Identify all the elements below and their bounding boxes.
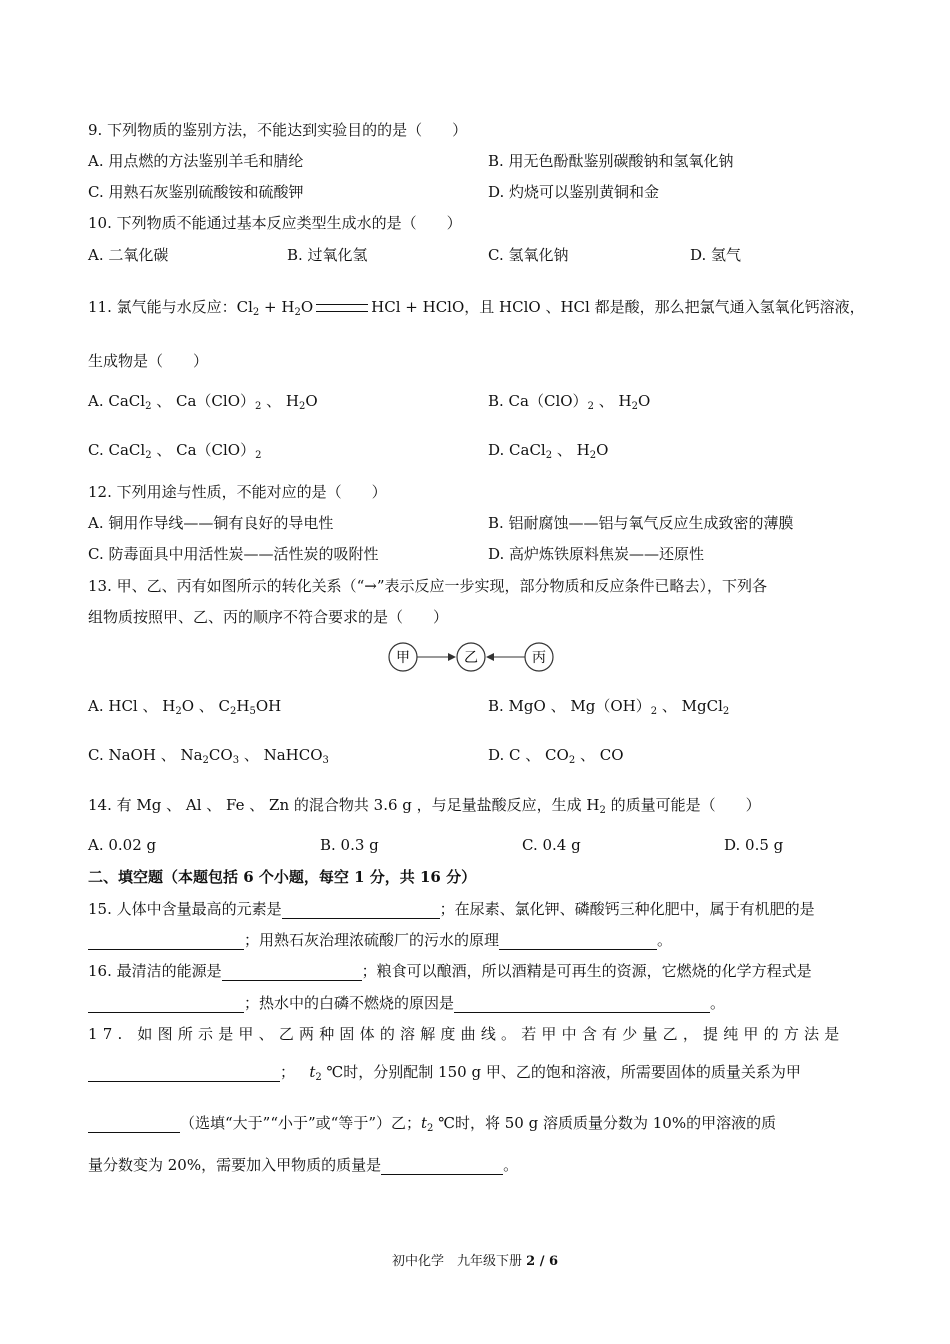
blank[interactable] (88, 1065, 280, 1082)
q14-stem: 14. 有 Mg 、 Al 、 Fe 、 Zn 的混合物共 3.6 g ，与足量盐酸反应，生成 $H_2$ 的质量可能是（ ） (88, 796, 761, 816)
q12-stem: 12. 下列用途与性质，不能对应的是（ ） (88, 483, 387, 501)
blank[interactable] (499, 933, 657, 950)
q13-option-b: B. MgO 、 $Mg(OH)_2$ 、 MgCl$_2$ (488, 697, 730, 717)
q13-stem-line2: 组物质按照甲、乙、丙的顺序不符合要求的是（ ） (88, 608, 449, 626)
q11-stem-line2: 生成物是（ ） (88, 352, 209, 370)
q11-option-b: B. $Ca(ClO)_2$ 、 $H_2O$ (488, 392, 651, 412)
blank[interactable] (88, 1116, 180, 1133)
q14-option-d: D. 0.5 g (724, 836, 784, 854)
q13-option-a: A. HCl 、 $H_2O$ 、 $C_2H_5OH$ (88, 697, 282, 717)
q10-option-c: C. 氢氧化钠 (488, 246, 569, 264)
q12-option-d: D. 高炉炼铁原料焦炭——还原性 (488, 545, 705, 563)
q15-line2: ；用熟石灰治理浓硫酸厂的污水的原理 。 (88, 930, 672, 950)
page-number: 2 / 6 (526, 1254, 559, 1269)
q12-option-c: C. 防毒面具中用活性炭——活性炭的吸附性 (88, 545, 379, 563)
q13-option-c: C. NaOH 、 $Na_2CO_3$ 、 NaHCO$_3$ (88, 746, 329, 766)
q12-option-b: B. 铝耐腐蚀——铝与氧气反应生成致密的薄膜 (488, 514, 794, 532)
q9-option-b: B. 用无色酚酞鉴别碳酸钠和氢氧化钠 (488, 152, 734, 170)
q9-option-a: A. 用点燃的方法鉴别羊毛和腈纶 (88, 152, 304, 170)
q16-line2: ；热水中的白磷不燃烧的原因是 。 (88, 993, 725, 1013)
blank[interactable] (88, 933, 244, 950)
q17-line3: （选填“大于”“小于”或“等于”）乙；$t_2$ ℃时，将 50 g 溶质质量分数为 10%的甲溶液的质 (88, 1113, 776, 1133)
q17-line2: ； $t_2$ ℃时，分别配制 150 g 甲、乙的饱和溶液，所需要固体的质量关系为甲 (88, 1062, 801, 1082)
page-footer: 初中化学 九年级下册 2 / 6 (391, 1254, 559, 1269)
q11-option-d: D. CaCl$_2$ 、 $H_2O$ (488, 441, 609, 461)
q9-option-d: D. 灼烧可以鉴别黄铜和金 (488, 183, 660, 201)
q12-option-a: A. 铜用作导线——铜有良好的导电性 (88, 514, 334, 532)
q9-option-c: C. 用熟石灰鉴别硫酸铵和硫酸钾 (88, 183, 304, 201)
equals-sign (316, 304, 368, 312)
q13-stem: 13. 甲、乙、丙有如图所示的转化关系（“→”表示反应一步实现，部分物质和反应条件已略去），下列各 (88, 577, 768, 595)
conversion-diagram (386, 640, 556, 674)
q14-option-b: B. 0.3 g (320, 836, 379, 854)
q10-stem: 10. 下列物质不能通过基本反应类型生成水的是（ ） (88, 214, 462, 232)
blank[interactable] (454, 996, 710, 1013)
blank[interactable] (222, 964, 362, 981)
q15-line1: 15. 人体中含量最高的元素是 ；在尿素、氯化钾、磷酸钙三种化肥中，属于有机肥的是 (88, 900, 815, 918)
blank[interactable] (381, 1158, 503, 1175)
q17-line4: 量分数变为 20%，需要加入甲物质的质量是 。 (88, 1156, 519, 1174)
q14-option-a: A. 0.02 g (88, 836, 157, 854)
q13-option-d: D. C 、 $CO_2$ 、 CO (488, 746, 624, 766)
q16-line1: 16. 最清洁的能源是 ；粮食可以酿酒，所以酒精是可再生的资源，它燃烧的化学方程式是 (88, 962, 812, 980)
q11-option-a: A. CaCl$_2$ 、 $Ca(ClO)_2$ 、 $H_2O$ (88, 392, 318, 412)
q10-option-a: A. 二氧化碳 (88, 246, 169, 264)
q14-option-c: C. 0.4 g (522, 836, 581, 854)
q11-option-c: C. CaCl$_2$ 、 $Ca(ClO)_2$ (88, 441, 262, 461)
blank[interactable] (88, 996, 244, 1013)
blank[interactable] (282, 902, 440, 919)
q11-stem: 11. 氯气能与水反应：$Cl_2 + H_2O$ HCl + HClO，且 HClO 、HCl 都是酸，那么把氯气通入氢氧化钙溶液， (88, 298, 865, 318)
q10-option-b: B. 过氧化氢 (287, 246, 368, 264)
q10-option-d: D. 氢气 (690, 246, 742, 264)
q17-line1: 17. 如图所示是甲、乙两种固体的溶解度曲线。若甲中含有少量乙，提纯甲的方法是 (88, 1025, 845, 1043)
section-heading: 二、填空题（本题包括 6 个小题，每空 1 分，共 16 分） (88, 868, 477, 886)
node-jia-label: 甲 (396, 650, 410, 666)
node-yi-label: 乙 (464, 650, 478, 666)
q9-stem: 9. 下列物质的鉴别方法，不能达到实验目的的是（ ） (88, 121, 468, 139)
node-bing-label: 丙 (532, 650, 546, 666)
